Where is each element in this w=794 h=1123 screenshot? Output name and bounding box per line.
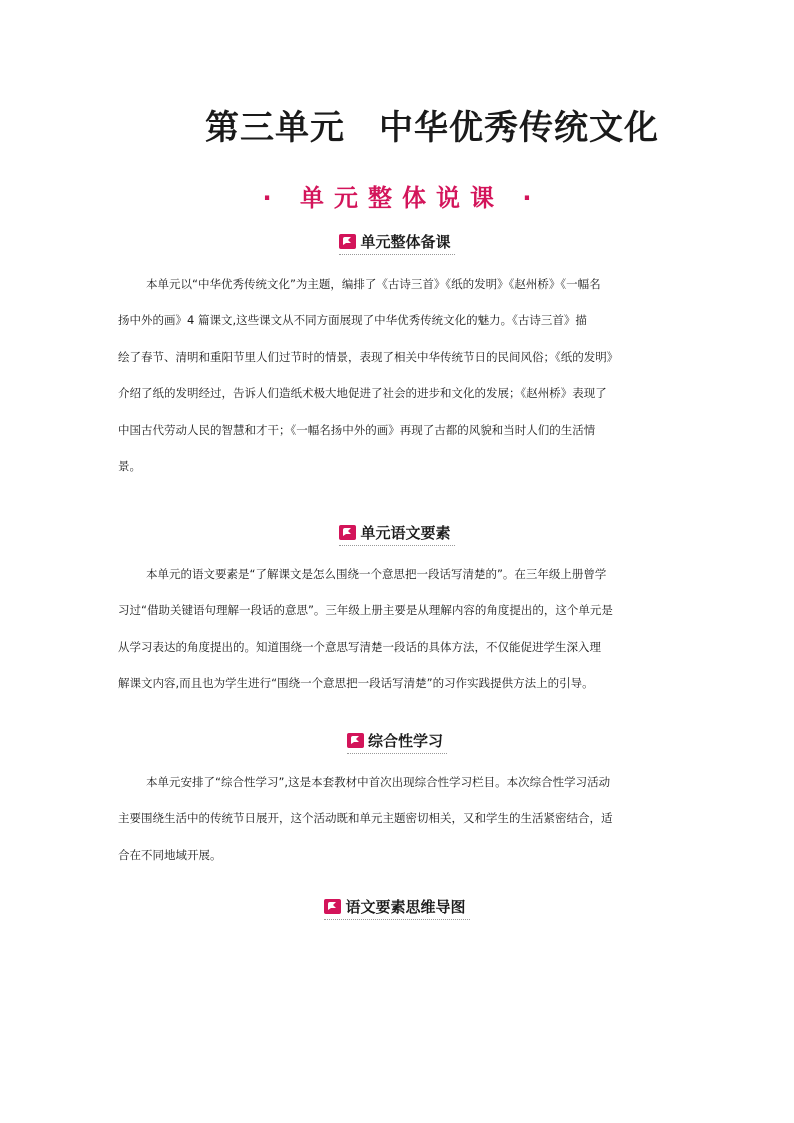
text-line: 绘了春节、清明和重阳节里人们过节时的情景，表现了相关中华传统节日的民间风俗；《纸的发明》 xyxy=(118,349,619,364)
section-title: 单元整体备课 xyxy=(360,233,451,251)
section-body-preparation xyxy=(118,266,678,484)
text-line: 介绍了纸的发明经过，告诉人们造纸术极大地促进了社会的进步和文化的发展；《赵州桥》表现了 xyxy=(118,386,607,401)
section-body-comprehensive-learning xyxy=(118,764,678,873)
section-heading-mind-map xyxy=(0,896,794,920)
text-line: 解课文内容,而且也为学生进行“围绕一个意思把一段话写清楚”的习作实践提供方法上的引导。 xyxy=(118,676,594,691)
text-line: 本单元以“中华优秀传统文化”为主题，编排了《古诗三首》《纸的发明》《赵州桥》《一幅名 xyxy=(146,277,601,291)
text-line: 主要围绕生活中的传统节日展开，这个活动既和单元主题密切相关，又和学生的生活紧密结合，适 xyxy=(118,811,613,826)
text-line: 习过“借助关键语句理解一段话的意思”。三年级上册主要是从理解内容的角度提出的，这个单元是 xyxy=(118,603,613,618)
page-title xyxy=(0,100,794,149)
section-heading-comprehensive-learning xyxy=(0,730,794,754)
section-body-language-elements xyxy=(118,556,678,702)
text-line: 本单元安排了“综合性学习”,这是本套教材中首次出现综合性学习栏目。本次综合性学习活动 xyxy=(146,775,611,789)
text-line: 中国古代劳动人民的智慧和才干；《一幅名扬中外的画》再现了古都的风貌和当时人们的生活情 xyxy=(118,422,596,437)
text-line: 从学习表达的角度提出的。知道围绕一个意思写清楚一段话的具体方法，不仅能促进学生深入理 xyxy=(118,639,601,654)
section-title: 综合性学习 xyxy=(367,732,443,750)
section-flag-icon xyxy=(324,899,341,914)
page-subtitle: · 单元整体说课 · xyxy=(262,184,542,212)
section-heading-preparation xyxy=(0,231,794,255)
page-title-theme: 中华优秀传统文化 xyxy=(379,108,659,148)
section-title: 单元语文要素 xyxy=(360,524,451,542)
section-title: 语文要素思维导图 xyxy=(345,898,466,916)
text-line: 本单元的语文要素是“了解课文是怎么围绕一个意思把一段话写清楚的”。在三年级上册曾学 xyxy=(146,567,607,581)
text-line: 扬中外的画》4 篇课文,这些课文从不同方面展现了中华优秀传统文化的魅力。《古诗三首》描 xyxy=(118,313,587,328)
page-title-unit: 第三单元 xyxy=(205,108,345,148)
section-flag-icon xyxy=(339,525,356,540)
section-flag-icon xyxy=(339,234,356,249)
section-heading-language-elements xyxy=(0,522,794,546)
text-line: 合在不同地域开展。 xyxy=(118,847,222,862)
text-line: 景。 xyxy=(118,459,141,474)
section-flag-icon xyxy=(347,733,364,748)
